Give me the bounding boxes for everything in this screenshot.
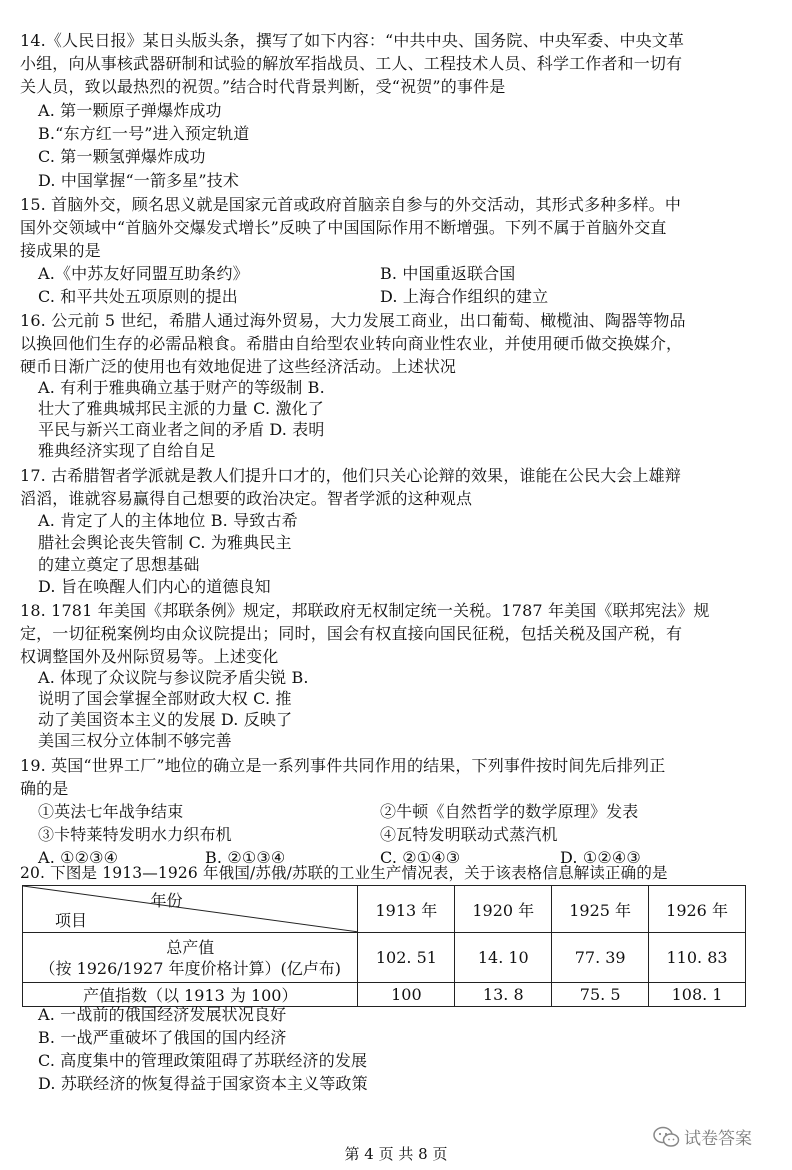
q19-item-3: ③卡特莱特发明水力织布机 xyxy=(38,825,232,844)
table-cell: 100 xyxy=(358,983,455,1007)
watermark-text: 试卷答案 xyxy=(684,1129,752,1149)
q18-option-line: A. 体现了众议院与参议院矛盾尖锐 B. xyxy=(38,668,309,687)
q19-option-d: D. ①②④③ xyxy=(560,848,641,867)
q18-option-line: 说明了国会掌握全部财政大权 C. 推 xyxy=(38,689,292,708)
q18-stem-line: 定，一切征税案例均由众议院提出；同时，国会有权直接向国民征税，包括关税及国产税，有 xyxy=(20,624,683,643)
q15-option-a: A.《中苏友好同盟互助条约》 xyxy=(38,264,249,283)
q19-item-4: ④瓦特发明联动式蒸汽机 xyxy=(380,825,558,844)
year-header: 1913 年 xyxy=(358,886,455,933)
q18-option-line: 动了美国资本主义的发展 D. 反映了 xyxy=(38,710,293,729)
q20-option-d: D. 苏联经济的恢复得益于国家资本主义等政策 xyxy=(38,1074,368,1093)
q14-option-a: A. 第一颗原子弹爆炸成功 xyxy=(38,101,222,120)
q15-stem-line: 15. 首脑外交，顾名思义就是国家元首或政府首脑亲自参与的外交活动，其形式多种多样。中 xyxy=(20,195,681,214)
q20-option-c: C. 高度集中的管理政策阻碍了苏联经济的发展 xyxy=(38,1051,368,1070)
table-cell: 77. 39 xyxy=(552,933,649,983)
q19-option-a: A. ①②③④ xyxy=(38,848,119,867)
q17-option-line: A. 肯定了人的主体地位 B. 导致古希 xyxy=(38,511,298,530)
q19-item-2: ②牛顿《自然哲学的数学原理》发表 xyxy=(380,802,639,821)
q20-option-b: B. 一战严重破坏了俄国的国内经济 xyxy=(38,1028,287,1047)
q14-option-b: B.“东方红一号”进入预定轨道 xyxy=(38,124,250,143)
q15-option-c: C. 和平共处五项原则的提出 xyxy=(38,287,238,306)
q16-option-line: 雅典经济实现了自给自足 xyxy=(38,441,216,460)
q15-option-d: D. 上海合作组织的建立 xyxy=(380,287,549,306)
q17-option-line: 的建立奠定了思想基础 xyxy=(38,555,200,574)
q14-option-d: D. 中国掌握“一箭多星”技术 xyxy=(38,171,240,190)
table-cell: 102. 51 xyxy=(358,933,455,983)
year-header: 1925 年 xyxy=(552,886,649,933)
q14-option-c: C. 第一颗氢弹爆炸成功 xyxy=(38,147,206,166)
table-cell: 110. 83 xyxy=(649,933,746,983)
q16-stem-line: 16. 公元前 5 世纪，希腊人通过海外贸易，大力发展工商业，出口葡萄、橄榄油、陶器等物品 xyxy=(20,311,686,330)
q15-stem-line: 国外交领域中“首脑外交爆发式增长”反映了中国国际作用不断增强。下列不属于首脑外交直 xyxy=(20,218,667,237)
row-label-line: 总产值 xyxy=(166,937,215,957)
production-table xyxy=(22,885,746,1007)
q19-option-c: C. ②①④③ xyxy=(380,848,461,867)
q14-stem-line: 关人员，致以最热烈的祝贺。”结合时代背景判断，受“祝贺”的事件是 xyxy=(20,77,506,96)
q16-stem-line: 以换回他们生存的必需品粮食。希腊由自给型农业转向商业性农业，并使用硬币做交换媒介， xyxy=(20,334,683,353)
year-header: 1920 年 xyxy=(455,886,552,933)
q16-option-line: 平民与新兴工商业者之间的矛盾 D. 表明 xyxy=(38,420,325,439)
q19-stem-line: 确的是 xyxy=(20,779,69,798)
q17-option-line: 腊社会舆论丧失管制 C. 为雅典民主 xyxy=(38,533,292,552)
q15-option-b: B. 中国重返联合国 xyxy=(380,264,516,283)
table-cell: 75. 5 xyxy=(552,983,649,1007)
table-cell: 13. 8 xyxy=(455,983,552,1007)
q17-option-d: D. 旨在唤醒人们内心的道德良知 xyxy=(38,577,271,596)
q16-option-line: A. 有利于雅典确立基于财产的等级制 B. xyxy=(38,378,325,397)
q20-stem-line: 20. 下图是 1913—1926 年俄国/苏俄/苏联的工业生产情况表，关于该表格信息解读正确的是 xyxy=(20,864,668,882)
year-header: 1926 年 xyxy=(649,886,746,933)
q19-option-b: B. ②①③④ xyxy=(205,848,286,867)
q20-option-a: A. 一战前的俄国经济发展状况良好 xyxy=(38,1005,287,1024)
page-footer: 第 4 页 共 8 页 xyxy=(344,1145,448,1163)
row-label-total-output xyxy=(23,933,358,983)
q19-item-1: ①英法七年战争结束 xyxy=(38,802,184,821)
row-label-output-index: 产值指数（以 1913 为 100） xyxy=(23,983,358,1007)
q18-stem-line: 18. 1781 年美国《邦联条例》规定，邦联政府无权制定统一关税。1787 年美国《联邦宪法》规 xyxy=(20,601,710,620)
table-row-total-output xyxy=(23,933,746,983)
q16-option-line: 壮大了雅典城邦民主派的力量 C. 激化了 xyxy=(38,399,324,418)
table-cell: 14. 10 xyxy=(455,933,552,983)
table-header-row xyxy=(23,886,746,933)
q17-stem-line: 17. 古希腊智者学派就是教人们提升口才的，他们只关心论辩的效果，谁能在公民大会上雄辩 xyxy=(20,466,681,485)
q18-option-line: 美国三权分立体制不够完善 xyxy=(38,731,232,750)
header-item-label: 项目 xyxy=(55,911,88,930)
header-year-label: 年份 xyxy=(150,891,183,910)
q17-stem-line: 滔滔，谁就容易赢得自己想要的政治决定。智者学派的这种观点 xyxy=(20,489,473,508)
row-label-line: （按 1926/1927 年度价格计算）(亿卢布) xyxy=(39,958,341,978)
q14-stem-line: 14.《人民日报》某日头版头条，撰写了如下内容：“中共中央、国务院、中央军委、中央文革 xyxy=(20,31,685,50)
q15-stem-line: 接成果的是 xyxy=(20,241,101,260)
table-diagonal-header xyxy=(23,886,358,933)
table-cell: 108. 1 xyxy=(649,983,746,1007)
q16-stem-line: 硬币日渐广泛的使用也有效地促进了这些经济活动。上述状况 xyxy=(20,357,457,376)
q14-stem-line: 小组，向从事核武器研制和试验的解放军指战员、工人、工程技术人员、科学工作者和一切有 xyxy=(20,54,683,73)
q19-stem-line: 19. 英国“世界工厂”地位的确立是一系列事件共同作用的结果，下列事件按时间先后排列正 xyxy=(20,756,666,775)
q18-stem-line: 权调整国外及州际贸易等。上述变化 xyxy=(20,647,279,666)
table-row-output-index xyxy=(23,983,746,1007)
